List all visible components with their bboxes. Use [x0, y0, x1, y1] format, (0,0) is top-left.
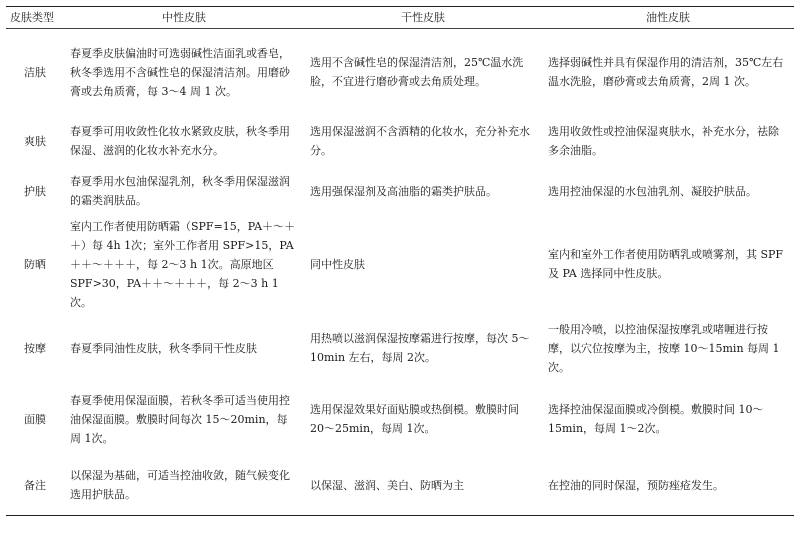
table-row: [6, 167, 794, 215]
cell-neutral: 春夏季可用收敛性化妆水紧致皮肤，秋冬季用保湿、滋润的化妆水补充水分。: [70, 125, 290, 157]
row-category: 面膜: [24, 412, 46, 426]
table-row: [6, 115, 794, 167]
table-row: [6, 383, 794, 455]
table-row: [6, 455, 794, 516]
cell-oily: 选择弱碱性并具有保湿作用的清洁剂，35℃左右温水洗脸，磨砂膏或去角质膏，2周 1 次。: [548, 56, 784, 88]
row-category: 备注: [24, 478, 46, 492]
cell-dry: 选用保湿效果好面贴膜或热倒模。敷膜时间 20～25min，每周 1次。: [310, 403, 519, 435]
cell-neutral: 室内工作者使用防晒霜（SPF=15，PA＋～＋＋）每 4h 1次；室外工作者用 SPF>15，PA＋＋～＋＋＋，每 2～3 h 1次。高原地区 SPF>30，PA＋＋～＋＋＋，每 2～3 h 1次。: [70, 219, 296, 309]
cell-dry: 选用不含碱性皂的保湿清洁剂，25℃温水洗脸，不宜进行磨砂膏或去角质处理。: [310, 56, 524, 88]
cell-neutral: 春夏季用水包油保湿乳剂，秋冬季用保湿滋润的霜类润肤品。: [70, 175, 290, 207]
table-row: [6, 313, 794, 383]
header-neutral-skin: 中性皮肤: [162, 11, 206, 24]
cell-dry: 同中性皮肤: [310, 257, 365, 271]
table-row: [6, 29, 794, 116]
cell-oily: 在控油的同时保湿，预防痤疮发生。: [548, 478, 724, 492]
row-category: 按摩: [24, 341, 46, 355]
cell-oily: 一般用冷喷，以控油保湿按摩乳或啫喱进行按摩，以穴位按摩为主，按摩 10～15min 每周 1次。: [548, 322, 780, 374]
header-oily-skin: 油性皮肤: [646, 11, 690, 24]
cell-dry: 选用强保湿剂及高油脂的霜类护肤品。: [310, 184, 497, 198]
cell-oily: 选择控油保湿面膜或冷倒模。敷膜时间 10～15min，每周 1～2次。: [548, 403, 764, 435]
cell-dry: 以保湿、滋润、美白、防晒为主: [310, 478, 464, 492]
cell-neutral: 春夏季同油性皮肤，秋冬季同干性皮肤: [70, 341, 257, 355]
cell-neutral: 春夏季皮肤偏油时可选弱碱性洁面乳或香皂，秋冬季选用不含碱性皂的保湿清洁剂。用磨砂膏或去角质膏，每 3～4 周 1 次。: [70, 46, 290, 98]
cell-oily: 选用控油保湿的水包油乳剂、凝胶护肤品。: [548, 184, 757, 198]
cell-dry: 用热喷以滋润保湿按摩霜进行按摩，每次 5～10min 左右，每周 2次。: [310, 332, 530, 364]
row-category: 防晒: [24, 257, 46, 271]
row-category: 爽肤: [24, 134, 46, 148]
header-dry-skin: 干性皮肤: [401, 11, 445, 24]
skin-care-table: [6, 6, 794, 516]
header-skin-type: 皮肤类型: [10, 11, 54, 24]
row-category: 护肤: [24, 184, 46, 198]
cell-oily: 室内和室外工作者使用防晒乳或喷雾剂，其 SPF 及 PA 选择同中性皮肤。: [548, 248, 784, 280]
table-row: [6, 215, 794, 313]
row-category: 洁肤: [24, 65, 46, 79]
cell-oily: 选用收敛性或控油保湿爽肤水，补充水分，祛除多余油脂。: [548, 125, 779, 157]
cell-dry: 选用保湿滋润不含酒精的化妆水，充分补充水分。: [310, 125, 530, 157]
cell-neutral: 以保湿为基础，可适当控油收敛，随气候变化选用护肤品。: [70, 469, 290, 501]
header-row: [6, 7, 794, 29]
cell-neutral: 春夏季使用保湿面膜，若秋冬季可适当使用控油保湿面膜。敷膜时间每次 15～20min，每周 1次。: [70, 393, 290, 445]
